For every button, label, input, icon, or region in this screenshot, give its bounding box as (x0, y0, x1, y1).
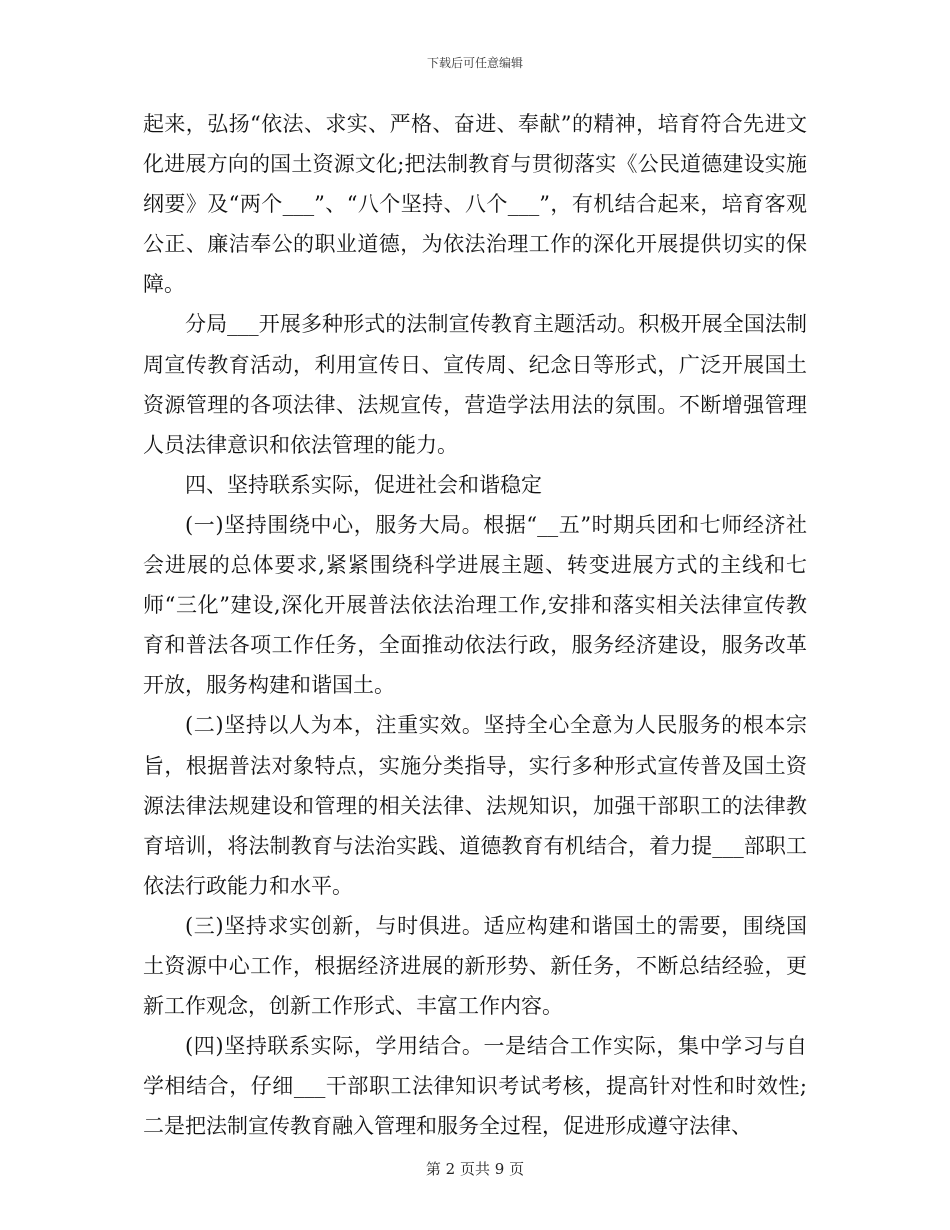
paragraph-continuation: 起来，弘扬“依法、求实、严格、奋进、奉献”的精神，培育符合先进文化进展方向的国土资源文化;把法制教育与贯彻落实《公民道德建设实施纲要》及“两个___”、“八个坚持、八个___”，有机结合起来，培育客观公正、廉洁奉公的职业道德，为依法治理工作的深化开展提供切实的保障。 (143, 112, 807, 297)
paragraph-item-one: (一)坚持围绕中心，服务大局。根据“__五”时期兵团和七师经济社会进展的总体要求,紧紧围绕科学进展主题、转变进展方式的主线和七师“三化”建设,深化开展普法依法治理工作,安排和落实相关法律宣传教育和普法各项工作任务，全面推动依法行政，服务经济建设，服务改革开放，服务构建和谐国土。 (143, 512, 807, 698)
page-number-footer: 第 2 页共 9 页 (425, 1160, 525, 1178)
paragraph-item-four: (四)坚持联系实际，学用结合。一是结合工作实际，集中学习与自学相结合，仔细___干部职工法律知识考试考核，提高针对性和时效性;二是把法制宣传教育融入管理和服务全过程，促进形成遵守法律、 (143, 1034, 807, 1139)
paragraph-item-two: (二)坚持以人为本，注重实效。坚持全心全意为人民服务的根本宗旨，根据普法对象特点，实施分类指导，实行多种形式宣传普及国土资源法律法规建设和管理的相关法律、法规知识，加强干部职工的法律教育培训，将法制教育与法治实践、道德教育有机结合，着力提___部职工依法行政能力和水平。 (143, 713, 807, 898)
paragraph-legal-publicity: 分局___开展多种形式的法制宣传教育主题活动。积极开展全国法制周宣传教育活动，利用宣传日、宣传周、纪念日等形式，广泛开展国土资源管理的各项法律、法规宣传，营造学法用法的氛围。不断增强管理人员法律意识和依法管理的能力。 (143, 312, 807, 457)
document-body (143, 104, 807, 1146)
page-header-note: 下载后可任意编辑 (426, 56, 523, 70)
paragraph-item-three: (三)坚持求实创新，与时俱进。适应构建和谐国土的需要，围绕国土资源中心工作，根据经济进展的新形势、新任务，不断总结经验，更新工作观念，创新工作形式、丰富工作内容。 (143, 913, 807, 1019)
section-heading-four: 四、坚持联系实际，促进社会和谐稳定 (185, 472, 542, 497)
